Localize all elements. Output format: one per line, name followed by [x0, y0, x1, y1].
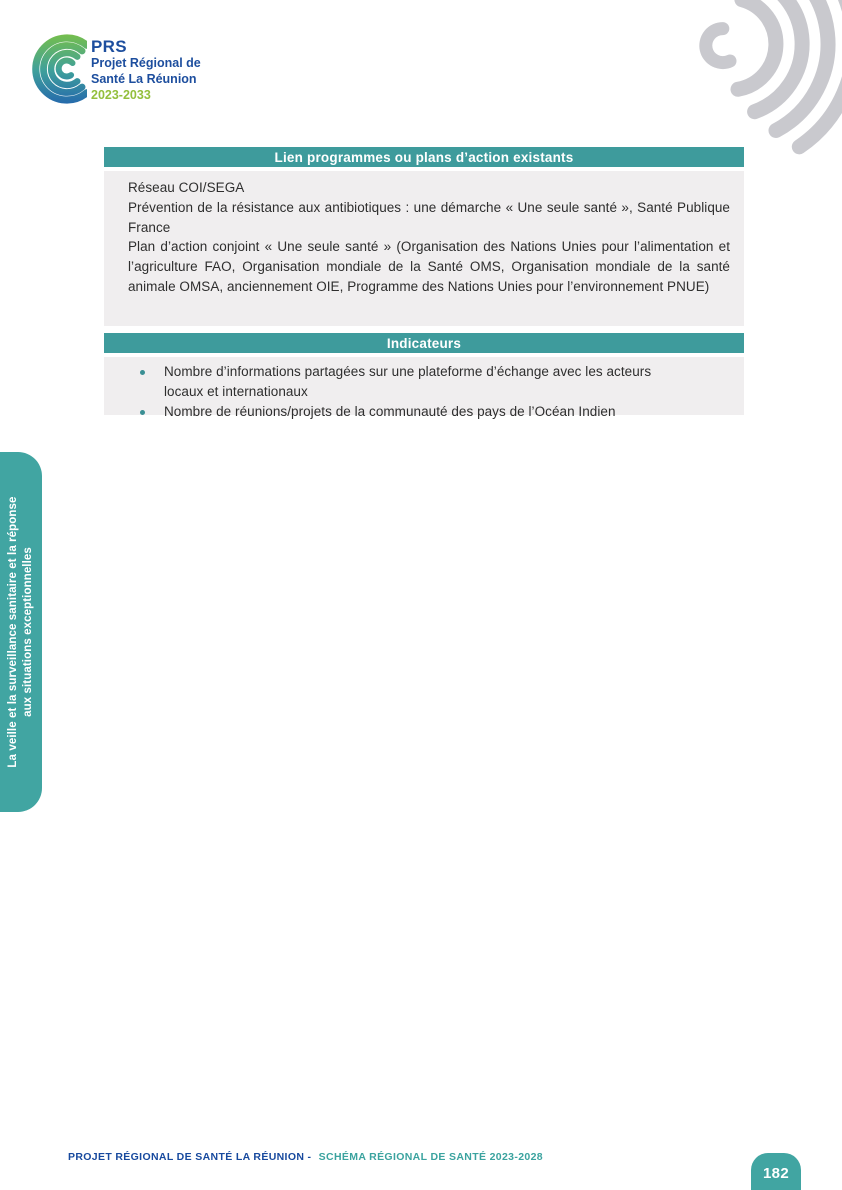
decorative-arcs-icon [662, 0, 842, 170]
footer-document-title: PROJET RÉGIONAL DE SANTÉ LA RÉUNION - [68, 1151, 312, 1163]
logo-name-line2: Santé La Réunion [91, 71, 197, 86]
prs-logo [29, 30, 201, 108]
paragraph-prevention-antibiotiques: Prévention de la résistance aux antibiotiques : une démarche « Une seule santé », Santé Publique France [128, 199, 730, 235]
chapter-tab-label [0, 452, 42, 812]
list-item [140, 402, 684, 422]
bullet-dot-icon [140, 410, 145, 415]
section-header-lien-programmes: Lien programmes ou plans d’action existants [104, 147, 744, 167]
section-header-indicateurs: Indicateurs [104, 333, 744, 353]
footer-title [68, 1151, 543, 1163]
logo-period: 2023-2033 [91, 88, 151, 102]
logo-acronym: PRS [91, 37, 127, 56]
section-content-indicateurs [104, 357, 744, 419]
chapter-tab-line1: La veille et la surveillance sanitaire et la réponse [6, 496, 19, 768]
section-content-lien-programmes [104, 171, 744, 326]
logo-name-line1: Projet Régional de [91, 56, 201, 70]
paragraph-plan-action-conjoint: Plan d’action conjoint « Une seule santé » (Organisation des Nations Unies pour l’alimentation et l’agriculture FAO, Organisation mondiale de la Santé OMS, Organisation mondiale de la santé animale OMSA, anciennement OIE, Programme des Nations Unies pour l’environnement PNUE) [128, 239, 730, 294]
indicator-list [104, 362, 684, 421]
paragraph-reseau-coi-sega: Réseau COI/SEGA [128, 180, 245, 195]
prs-logo-text [91, 30, 201, 108]
indicator-text: Nombre d’informations partagées sur une plateforme d’échange avec les acteurs locaux et internationaux [164, 364, 652, 399]
chapter-tab-veille-surveillance [0, 452, 42, 812]
chapter-tab-line2: aux situations exceptionnelles [22, 547, 34, 717]
prs-logo-arcs-icon [29, 30, 87, 108]
page-number-badge: 182 [751, 1153, 801, 1190]
footer-schema-title: SCHÉMA RÉGIONAL DE SANTÉ 2023-2028 [318, 1151, 543, 1163]
list-item [140, 362, 684, 402]
bullet-dot-icon [140, 370, 145, 375]
indicator-text: Nombre de réunions/projets de la communauté des pays de l’Océan Indien [164, 403, 616, 419]
